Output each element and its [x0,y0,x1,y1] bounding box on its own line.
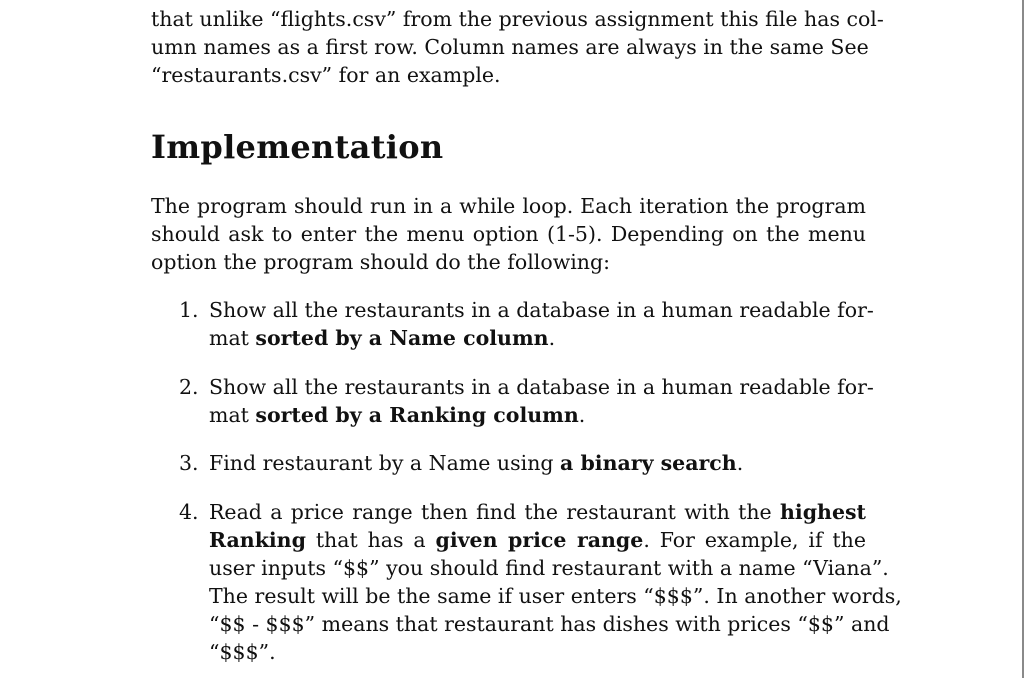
paragraph-line: option the program should do the following: [151,250,611,274]
paragraph-line: The program should run in a while loop. Each iteration the program [151,194,866,218]
bold-text: a binary search [560,451,737,475]
list-item-number: 3. [179,451,199,475]
list-item-line [209,526,866,554]
list-item-number: 1. [179,298,199,322]
text-segment: Find restaurant by a Name using [209,451,561,475]
text-segment: that has a [305,528,436,552]
description-paragraph [151,192,866,276]
list-item-number: 4. [179,500,199,524]
list-item-line [209,554,889,582]
list-item-line [209,582,902,610]
list-item-line [209,296,874,324]
text-segment: “$$ - $$$” means that restaurant has dishes with prices “$$” and [209,612,890,636]
intro-line: “restaurants.csv” for an example. [151,63,501,87]
section-heading: Implementation [151,128,444,166]
list-item-line [209,498,866,526]
text-segment: Show all the restaurants in a database in a human readable for- [209,298,874,322]
list-item-body [209,449,866,477]
list-item-line [209,449,866,477]
list-item-body [209,296,874,352]
bold-text: sorted by a Ranking column [255,403,579,427]
text-segment: . [736,451,744,475]
text-segment: . [548,326,556,350]
bold-text: sorted by a Name column [255,326,549,350]
list-item-body [209,498,902,666]
text-segment: “$$$”. [209,640,276,664]
list-item-line [209,610,890,638]
intro-paragraph [151,5,884,89]
list-item-line [209,638,866,666]
intro-line: that unlike “flights.csv” from the previous assignment this file has col- [151,7,884,31]
list-item-body [209,373,874,429]
text-segment: The result will be the same if user enters “$$$”. In another words, [209,584,902,608]
text-segment: . [578,403,586,427]
text-segment: Show all the restaurants in a database in a human readable for- [209,375,874,399]
list-item-line [209,324,866,352]
text-segment: mat [209,326,256,350]
list-item-line [209,401,866,429]
bold-text: Ranking [209,528,306,552]
text-segment: user inputs “$$” you should find restaurant with a name “Viana”. [209,556,889,580]
list-item-line [209,373,874,401]
intro-line: umn names as a first row. Column names are always in the same See [151,35,869,59]
text-segment: Read a price range then find the restaurant with the [209,500,781,524]
paragraph-line: should ask to enter the menu option (1-5). Depending on the menu [151,222,866,246]
bold-text: given price range [435,528,644,552]
list-item-number: 2. [179,375,199,399]
text-segment: mat [209,403,256,427]
bold-text: highest [780,500,866,524]
text-segment: . For example, if the [643,528,866,552]
